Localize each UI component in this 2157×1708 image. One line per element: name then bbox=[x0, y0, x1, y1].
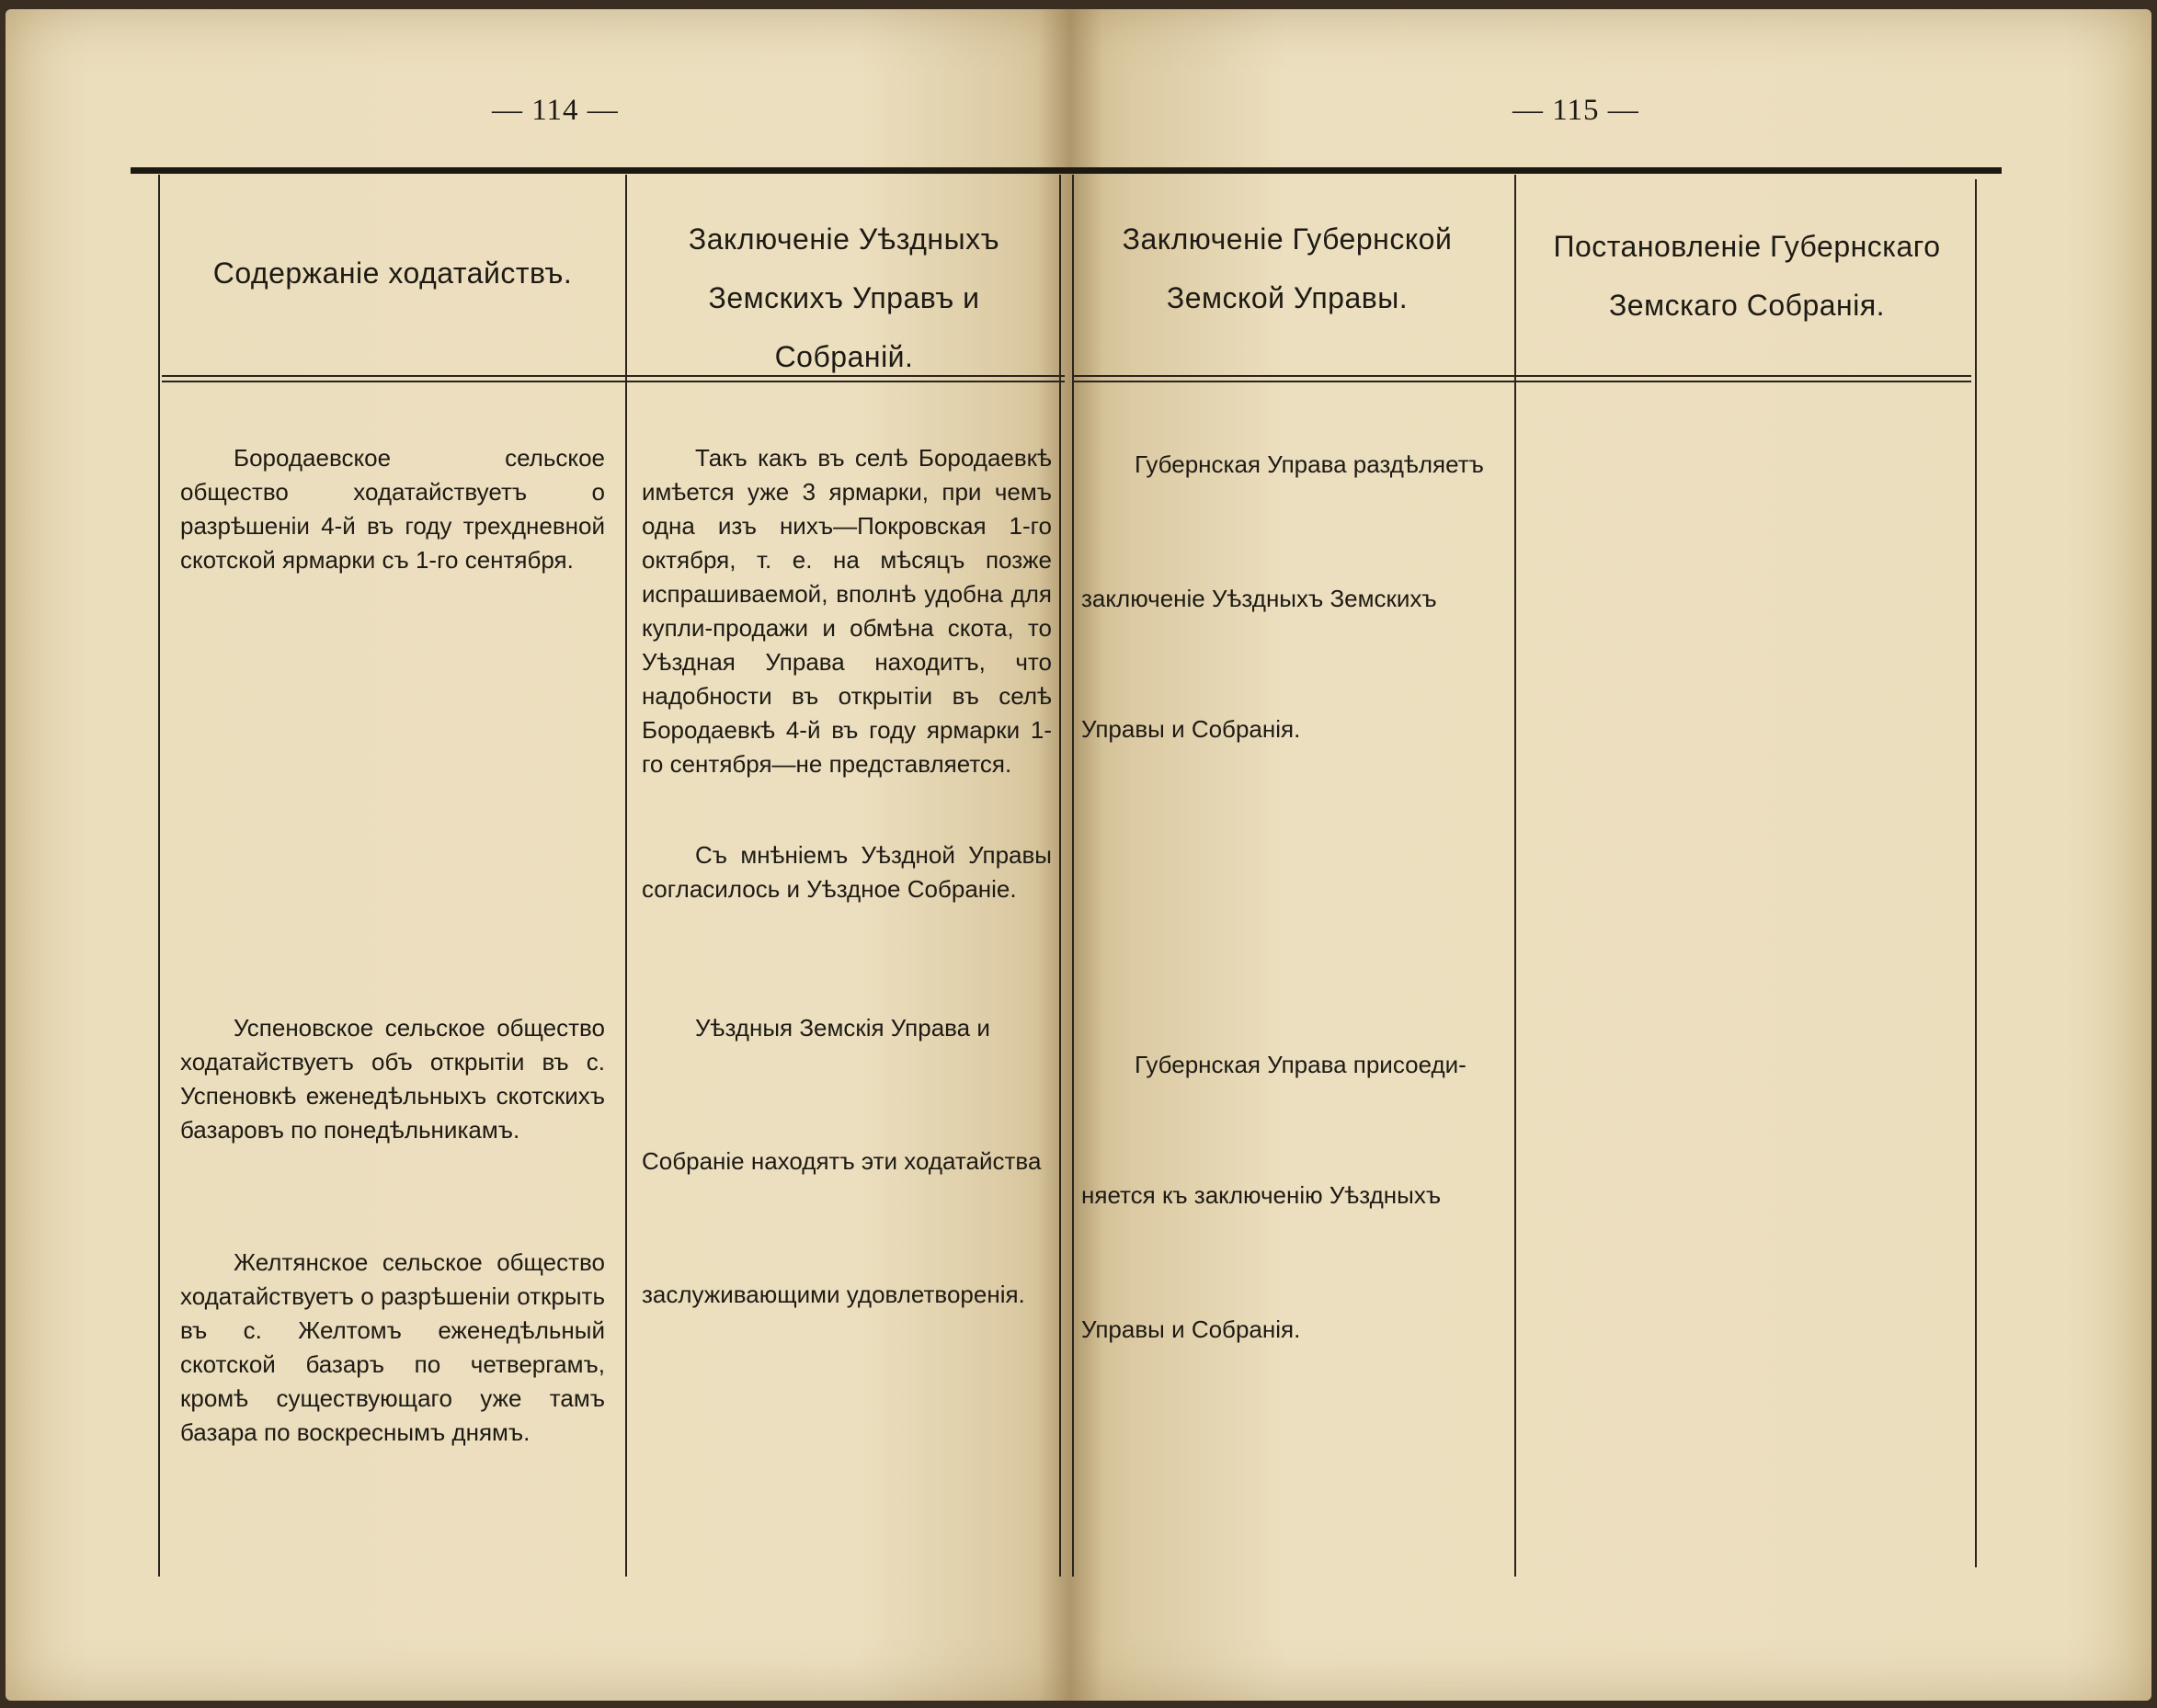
page-number-115: — 115 — bbox=[1512, 94, 1639, 127]
column-line-left-outer bbox=[158, 175, 160, 1577]
column-header-district-conclusion: Заключеніе Уѣздныхъ Земскихъ Управъ и Собраній. bbox=[688, 222, 1000, 373]
district-assembly-agreement: Съ мнѣніемъ Уѣздной Управы согласилось и Уѣздное Собраніе. bbox=[642, 841, 1052, 903]
top-rule-left bbox=[131, 167, 1070, 174]
header-rule-right bbox=[1074, 375, 1971, 377]
column-line-3-4 bbox=[1514, 175, 1516, 1577]
petition-uspenovka: Успеновское сельское общество ходатайствуетъ объ открытіи въ с. Успеновкѣ еженедѣльныхъ скотскихъ базаровъ по понедѣльникамъ. bbox=[180, 1014, 605, 1144]
provincial-conclusion-1-line-3: Управы и Собранія. bbox=[1081, 715, 1301, 743]
column-line-1-2 bbox=[625, 175, 627, 1577]
provincial-conclusion-1-line-2: заключеніе Уѣздныхъ Земскихъ bbox=[1081, 585, 1437, 612]
district-conclusion-line-2: Собраніе находятъ эти ходатайства bbox=[642, 1147, 1042, 1175]
header-rule-right-2 bbox=[1074, 381, 1971, 382]
column-header-provincial-board: Заключеніе Губернской Земской Управы. bbox=[1122, 222, 1453, 314]
column-line-right-inner bbox=[1072, 175, 1074, 1577]
petition-borodaevka: Бородаевское сельское общество ходатайствуетъ о разрѣшеніи 4-й въ году трехдневной скотской ярмарки съ 1-го сентября. bbox=[180, 444, 605, 574]
provincial-conclusion-1-line-1: Губернская Управа раздѣляетъ bbox=[1135, 450, 1484, 478]
provincial-conclusion-2-line-2: няется къ заключенію Уѣздныхъ bbox=[1081, 1181, 1442, 1209]
page-number-114: — 114 — bbox=[492, 94, 619, 127]
district-conclusion-line-3: заслуживающими удовлетворенія. bbox=[642, 1281, 1025, 1308]
column-line-right-outer bbox=[1975, 179, 1977, 1567]
column-header-petitions: Содержаніе ходатайствъ. bbox=[212, 256, 573, 290]
petition-zheltoe: Желтянское сельское общество ходатайствуетъ о разрѣшеніи открыть въ с. Желтомъ еженедѣльный скотской базаръ по четвергамъ, кромѣ существующаго уже тамъ базара по воскреснымъ днямъ. bbox=[180, 1248, 605, 1446]
district-conclusion-line-1: Уѣздныя Земскія Управа и bbox=[695, 1014, 990, 1042]
provincial-conclusion-2-line-1: Губернская Управа присоеди- bbox=[1135, 1051, 1467, 1078]
provincial-conclusion-2-line-3: Управы и Собранія. bbox=[1081, 1315, 1301, 1343]
top-rule-right bbox=[1070, 167, 2002, 174]
column-header-provincial-assembly: Постановленіе Губернскаго Земскаго Собранія. bbox=[1553, 230, 1941, 322]
district-conclusion-borodaevka: Такъ какъ въ селѣ Бородаевкѣ имѣется уже 3 ярмарки, при чемъ одна изъ нихъ—Покровская 1-го октября, т. е. на мѣсяцъ позже испрашиваемой, вполнѣ удобна для купли-продажи и обмѣна скота, то Уѣздная Управа находитъ, что надобности въ открытіи въ селѣ Бородаевкѣ 4-й въ году ярмарки 1-го сентября—не представляется. bbox=[642, 444, 1052, 778]
column-line-left-inner bbox=[1059, 175, 1061, 1577]
